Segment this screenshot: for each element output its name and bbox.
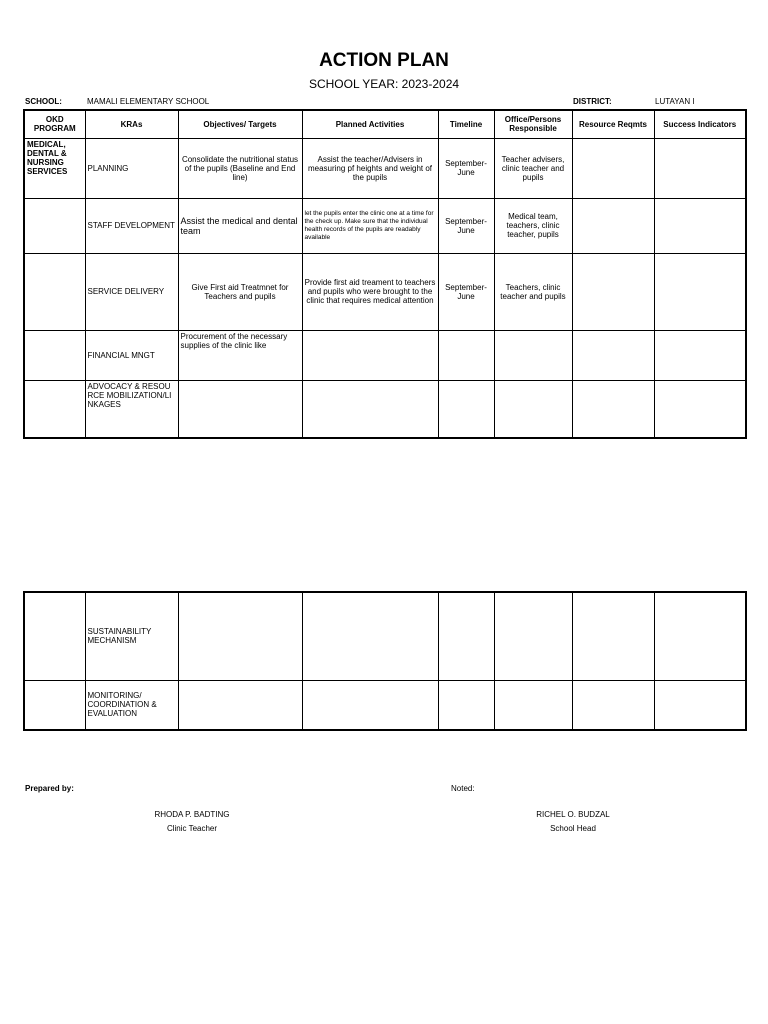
timeline-cell: September-June xyxy=(438,138,494,198)
timeline-cell: September-June xyxy=(438,253,494,330)
action-plan-table-continued xyxy=(23,591,747,731)
objective-cell: Assist the medical and dental team xyxy=(178,198,302,253)
indicators-cell xyxy=(654,592,746,680)
district-label: DISTRICT: xyxy=(573,97,612,106)
header-resource-reqmts: Resource Reqmts xyxy=(572,110,654,138)
table-row xyxy=(24,680,746,730)
kra-cell: SUSTAINABILITY MECHANISM xyxy=(85,592,178,680)
resources-cell xyxy=(572,253,654,330)
persons-cell xyxy=(494,680,572,730)
preparer-name: RHODA P. BADTING xyxy=(154,810,230,819)
header-success-indicators: Success Indicators xyxy=(654,110,746,138)
objective-cell: Procurement of the necessary supplies of the clinic like xyxy=(178,330,302,380)
persons-cell: Teacher advisers, clinic teacher and pupils xyxy=(494,138,572,198)
timeline-cell xyxy=(438,592,494,680)
noter-name: RICHEL O. BUDZAL xyxy=(536,810,610,819)
header-persons-responsible: Office/Persons Responsible xyxy=(494,110,572,138)
objective-cell: Consolidate the nutritional status of the pupils (Baseline and End line) xyxy=(178,138,302,198)
program-cell-empty xyxy=(24,198,85,253)
resources-cell xyxy=(572,380,654,438)
resources-cell xyxy=(572,198,654,253)
kra-cell: MONITORING/ COORDINATION & EVALUATION xyxy=(85,680,178,730)
timeline-cell: September-June xyxy=(438,198,494,253)
prepared-by-label: Prepared by: xyxy=(25,784,74,793)
resources-cell xyxy=(572,330,654,380)
resources-cell xyxy=(572,680,654,730)
objective-cell xyxy=(178,592,302,680)
activity-cell: Provide first aid treament to teachers and pupils who were brought to the clinic that requires medical attention xyxy=(302,253,438,330)
indicators-cell xyxy=(654,253,746,330)
table-row xyxy=(24,138,746,198)
kra-cell: STAFF DEVELOPMENT xyxy=(85,198,178,253)
kra-cell: PLANNING xyxy=(85,138,178,198)
persons-cell xyxy=(494,380,572,438)
timeline-cell xyxy=(438,380,494,438)
header-planned-activities: Planned Activities xyxy=(302,110,438,138)
header-row xyxy=(24,110,746,138)
table-row xyxy=(24,198,746,253)
header-okd-program: OKD PROGRAM xyxy=(24,110,85,138)
school-value: MAMALI ELEMENTARY SCHOOL xyxy=(87,97,210,106)
timeline-cell xyxy=(438,680,494,730)
activity-cell xyxy=(302,380,438,438)
program-cell-empty xyxy=(24,680,85,730)
objective-cell: Give First aid Treatmnet for Teachers and pupils xyxy=(178,253,302,330)
activity-cell xyxy=(302,592,438,680)
action-plan-table xyxy=(23,109,747,439)
program-cell-empty xyxy=(24,253,85,330)
activity-cell xyxy=(302,330,438,380)
persons-cell: Medical team, teachers, clinic teacher, pupils xyxy=(494,198,572,253)
resources-cell xyxy=(572,138,654,198)
school-year: SCHOOL YEAR: 2023-2024 xyxy=(308,77,460,91)
kra-cell: SERVICE DELIVERY xyxy=(85,253,178,330)
activity-cell: let the pupils enter the clinic one at a time for the check up. Make sure that the individual health records of the pupils are readably available xyxy=(302,198,438,253)
noter-title: School Head xyxy=(550,824,596,833)
header-kras: KRAs xyxy=(85,110,178,138)
header-objectives: Objectives/ Targets xyxy=(178,110,302,138)
indicators-cell xyxy=(654,680,746,730)
objective-cell xyxy=(178,680,302,730)
indicators-cell xyxy=(654,198,746,253)
school-label: SCHOOL: xyxy=(25,97,62,106)
preparer-title: Clinic Teacher xyxy=(166,824,218,833)
objective-cell xyxy=(178,380,302,438)
program-cell-empty xyxy=(24,330,85,380)
indicators-cell xyxy=(654,330,746,380)
activity-cell xyxy=(302,680,438,730)
program-cell-empty xyxy=(24,380,85,438)
document-title: ACTION PLAN xyxy=(319,50,449,71)
persons-cell xyxy=(494,592,572,680)
persons-cell xyxy=(494,330,572,380)
table-row xyxy=(24,330,746,380)
kra-cell: ADVOCACY & RESOURCE MOBILIZATION/LINKAGES xyxy=(85,380,178,438)
indicators-cell xyxy=(654,380,746,438)
table-row xyxy=(24,253,746,330)
table-row xyxy=(24,380,746,438)
district-value: LUTAYAN I xyxy=(655,97,695,106)
kra-cell: FINANCIAL MNGT xyxy=(85,330,178,380)
persons-cell: Teachers, clinic teacher and pupils xyxy=(494,253,572,330)
table-row xyxy=(24,592,746,680)
program-name: MEDICAL, DENTAL & NURSING SERVICES xyxy=(24,138,85,198)
header-timeline: Timeline xyxy=(438,110,494,138)
indicators-cell xyxy=(654,138,746,198)
noted-label: Noted: xyxy=(451,784,475,793)
resources-cell xyxy=(572,592,654,680)
program-cell-empty xyxy=(24,592,85,680)
activity-cell: Assist the teacher/Advisers in measuring pf heights and weight of the pupils xyxy=(302,138,438,198)
timeline-cell xyxy=(438,330,494,380)
